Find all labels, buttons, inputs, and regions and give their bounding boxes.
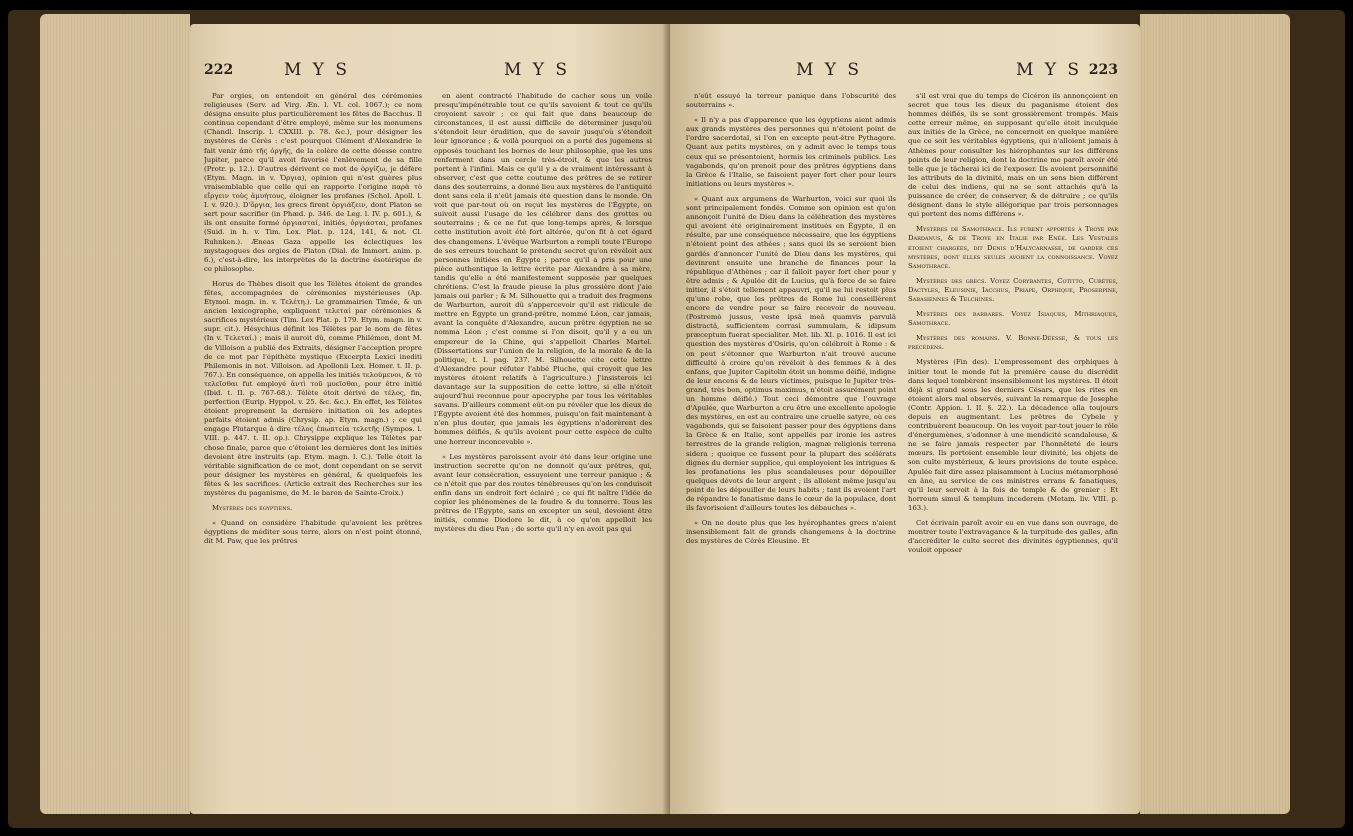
paragraph: Mystères (Fin des). L'empressement des orphiques à initier tout le monde fut la première cause du discrédit dans lequel tombèrent insensiblement les mystères. Il étoit déjà si grand sous les derniers Césars, que les rites en étoient alors mal observés, suivant la remarque de Josephe (Contr. Appion. l. II. §. 22.). La décadence alla toujours depuis en augmentant. Les prêtres de Cybele y contribuèrent beaucoup. On les voyoit par-tout jouer le rôle d'énergumènes, s'adonner à une mendicité scandaleuse, & ne se faire jamais respecter par l'honnêteté de leurs mœurs. Ils portoient ensemble leur divinité, les objets de son culte mystérieux, & leurs provisions de toute espèce. Apulée fait dire assez plaisamment à Lucius métamorphosé en âne, au service de ces ministres errans & fanatiques, qu'il leur servoit à la fois de temple & de grenier : Et horreum simul & templum incederem (Metam. liv. VIII. p. 163.). [908,358,1118,512]
paragraph: Mystères des romains. V. Bonne-Déesse, & tous les précédens. [908,334,1118,352]
paragraph: Horus de Thèbes disoit que les Télètes étoient de grandes fêtes, accompagnées de cérémonies mystérieuses (Ap. Etymol. magn. in. v. Τελέτη.). Le grammairien Timée, & un ancien lexicographe, expliquent τελεταί par cérémonies & sacrifices mystérieux (Tim. Lex Plat. p. 179. Etym. magn. in v. supr. cit.). Hésychius définit les Télètes par le nom de fêtes (In v. Τελεταί.) ; mais il auroit dû, comme Philémon, dont M. de Villoison a publié des Extraits, désigner l'acception propre de ce mot par l'épithète mystique (Excerpta Lexici inediti Philemonis in not. Villoison. ad Apollonii Lex. Homer. t. II. p. 767.). En conséquence, on appella les initiés τελούμενοι, & τὸ τελεῖσθαι fut employé ἀντὶ τοῦ μυεῖσθαι, pour être initié (Ibid. t. II. p. 767-68.). Télète étoit dérivé de τέλος, fin, perfection (Eurip. Hyppol. v. 25. &c. &c.). En effet, les Télètes étoient proprement la dernière initiation où les adeptes parfaits étoient admis (Chrysip. ap. Etym. magn.) ; ce qui engage Plutarque à dire τέλος ἐπωπτεία τελετῆς (Sympos. l. VIII. p. 447. t. II. op.). Chrysippe explique les Télètes par chose finale, parce que c'étoient les dernières dont les initiés devoient être instruits (ap. Etym. magn. l. C.). Telle étoit la véritable signification de ce mot, dont cependant on se servit pour désigner les mystères en général, & quelquefois les fêtes & les sacrifices. (Article extrait des Recherches sur les mystères du paganisme, de M. le baron de Sainte-Croix.) [204,279,422,498]
left-page [190,24,670,814]
text-column [434,92,652,802]
paragraph: « Les mystères paroissent avoir été dans leur origine une instruction secrette qu'on ne donnoit qu'aux prêtres, qui, avant leur consécration, essuyoient une terreur panique ; & ce n'étoit que par des routes ténébreuses qu'on les conduisoit enfin dans un endroit fort éclairé ; ce qui fit naître l'idée de copier les phénomènes de la foudre & du tonnerre. Tous les prêtres de l'Égypte, sans en excepter un seul, devoient être initiés, comme Diodore le dit, à ce qu'on appelloit les mystères du dieu Pan ; de sorte qu'il n'y en avoit pas qui [434,452,652,534]
text-column [204,92,422,802]
paragraph: n'eût essuyé la terreur panique dans l'obscurité des souterrains ». [686,92,896,110]
paragraph: Mystères des grecs. Voyez Corybantes, Cotitto, Curètes, Dactyles, Eleusinie, Iacchus, Priape, Orphique, Proserpine, Sabasiennes & Telchines. [908,276,1118,303]
paragraph: en aient contracté l'habitude de cacher sous un voile presqu'impénétrable tout ce qu'ils savoient & tout ce qu'ils croyoient savoir ; ce qui fait que dans beaucoup de circonstances, il est aussi difficile de déterminer jusqu'où s'étendoit leur érudition, que de savoir jusqu'où s'étendoit leur ignorance ; & voilà pourquoi on a porté des jugemens si opposés touchant les bornes de leur philosophie, que les uns renferment dans un cercle très-étroit, & que les autres portent à l'infini. Mais ce qu'il y a de vraiment intéressant à observer, c'est que cette coutume des prêtres de se retirer dans des souterrains, a donné lieu aux mystères de l'antiquité dont sans cela il n'eût jamais été question dans le monde. On voit que par-tout où on reçut les mystères de l'Égypte, on suivoit aussi l'usage de les célébrer dans des grottes ou souterrains ; & ce ne fut que long-temps après, & lorsque cette institution avoit été fort altérée, qu'on fit à cet égard des changemens. L'évêque Warburton a rempli toute l'Europe de ses erreurs touchant le prétendu secret qu'on révéloit aux personnes initiées en Égypte ; parce qu'il a pris pour une pièce authentique la lettre écrite par Alexandre à sa mère, tandis qu'elle a été manifestement supposée par quelques chrétiens. C'est la fraude pieuse la plus grossière dont j'aie jamais oui parler ; & M. Silhouette qui a traduit des fragmens de Warburton, auroit dû s'appercevoir qu'il est ridicule de mettre en Égypte un grand-prêtre, nommé Léon, car jamais, avant la conquête d'Alexandre, aucun prêtre égyptien ne se nomma Léon ; c'est comme si l'on disoit, qu'il y a eu un empereur de la Chine, qui s'appelloit Charles Martel. (Dissertations sur l'union de la religion, de la morale & de la politique, t. I. pag. 237. M. Silhouette cite cette lettre d'Alexandre pour réfuter l'abbé Pluche, qui croyoit que les mystères étoient relatifs à l'agriculture.) J'insisterois ici davantage sur la supposition de cette lettre, si elle n'étoit aujourd'hui reconnue pour apocryphe par tous les véritables savans. D'ailleurs comment eût-on pu révéler que les dieux de l'Égypte avoient été des hommes, puisqu'on fait maintenant à n'en plus douter, que jamais les égyptiens n'adorèrent des hommes déifiés, & qu'ils avoient pour cette espèce de culte une horreur inconcevable ». [434,92,652,446]
paragraph: « Il n'y a pas d'apparence que les égyptiens aient admis aux grands mystères des personnes qui n'étoient point de l'ordre sacerdotal, si l'on en excepte peut-être Pythagore. Quant aux petits mystères, on y admit avec le temps tous ceux qui se présentoient, hormis les criminels publics. Les vagabonds, qu'on prenoit pour des prêtres égyptiens dans la Grèce & l'Italie, se faisoient payer fort cher pour leurs initiations ou leurs mystères ». [686,116,896,188]
section-heading: Mystères des égyptiens. [212,504,293,513]
right-page-header [686,60,1118,86]
running-head: M Y S [796,60,863,80]
text-column [686,92,896,802]
running-head: M Y S [1016,60,1083,80]
paragraph: « Quand on considère l'habitude qu'avoient les prêtres égyptiens de méditer sous terre, alors on n'est point étonné, dit M. Paw, que les prêtres [204,519,422,546]
paragraph: Cet écrivain paroît avoir eu en vue dans son ouvrage, de montrer toute l'extravagance & la turpitude des galles, afin d'accréditer le culte secret des divinités égyptiennes, qu'il vouloit opposer [908,519,1118,555]
page-number: 223 [1088,62,1118,78]
right-page-edges [1140,14,1290,814]
left-page-header [204,60,652,86]
page-number: 222 [204,62,234,78]
paragraph: « Quant aux argumens de Warburton, voici sur quoi ils sont principalement fondés. Comme son opinion est qu'on annonçoit l'unité de Dieu dans la célébration des mystères qui avoient été originairement institués en Égypte, il en résulte, par une conséquence nécessaire, que les égyptiens n'étoient point des athées ; sans quoi ils se seroient bien gardés d'annoncer l'unité de Dieu dans les mystères, qui devinrent ensuite une branche de finances pour la république d'Athènes ; car il falloit payer fort cher pour y être admis ; & Apulée dit de Lucius, qu'à force de se faire initier, il s'étoit tellement appauvri, qu'il ne lui restoit plus qu'une robe, que les prêtres de Rome lui conseillèrent encore de vendre pour se faire recevoir de nouveau. (Postremò jussus, veste ipsâ meâ quamvis parvulâ distractâ, sufficientem corrasi summulam, & idipsum præceptum fuerat specialiter. Met. lib. XI. p. 1016. Il est ici question des mystères d'Osiris, qu'on célébroit à Rome : & on peut s'étonner que Warburton n'ait trouvé aucune difficulté à croire qu'on révéloit à des femmes & à des enfans, que Jupiter Capitolin étoit un homme déifié, indigne de leur encens & de leurs victimes, puisque le Jupiter très-grand, très bon, optimus maximus, n'étoit assurément point un homme déifié.) Tout ceci démontre que l'ouvrage d'Apulée, que Warburton a cru être une excellente apologie des mystères, en est au contraire une cruelle satyre, où ces vagabonds, qui se faisoient passer pour des égyptiens dans la Grèce & en Italie, sont appellés par ironie les astres terrestres de la grande religion, magnæ religionis terrena sidera ; quoique ce fussent pour la plupart des scélérats dignes du dernier supplice, qui employoient les intrigues & les profanations les plus scandaleuses pour dépouiller quelques dévots de leur argent ; ils alloient même jusqu'au point de les dépouiller de leurs habits ; tant ils avoient l'art de répandre le fanatisme dans le cœur de la populace, dont ils favorisoient d'ailleurs toutes les débauches ». [686,194,896,513]
paragraph: « On ne doute plus que les hyérophantes grecs n'aient insensiblement fait de grands changemens à la doctrine des mystères de Cérès Eleusine. Et [686,519,896,546]
paragraph: Mystères des barbares. Voyez Isiaques, Mithriaques, Samothrace. [908,310,1118,328]
running-head: M Y S [504,60,571,80]
left-page-columns [204,92,652,802]
running-head: M Y S [284,60,351,80]
text-column [908,92,1118,802]
paragraph: Par orgies, on entendoit en général des cérémonies religieuses (Serv. ad Virg. Æn. l. VI. col. 1067.); ce nom désigna ensuite plus particulièrement les fêtes de Bacchus. Il continua cependant d'être employé, même sur les monumens (Chandl. Inscrip. l. CXXIII. p. 78. &c.), pour désigner les mystères de Cérès : c'est pourquoi Clément d'Alexandrie le fait venir ἀπὸ τῆς ὀργῆς, de la colère de cette déesse contre Jupiter, parce qu'il avoit favorisé l'enlèvement de sa fille (Protr. p. 12.). D'autres dérivent ce mot de ὀργίζω, je défère (Etym. Magn. in v. Ὄργια), opinion qui n'est guères plus vraisemblable que celle qui en rapporte l'origine παρὰ τὸ εἴργειν τοὺς ἀμυήτους, éloigner les profanes (Schol. Apoll. l. I. v. 920.). D'ὄργια, les grecs firent ὀργιάζειν, dont Platon se sert pour sacrifier (in Phæd. p. 346. de Leg. l. IV. p. 601.), & ils ont ensuite formé ὀργιασταί, initiés, ὀργιάσται, profanes (Suid. in h. v. Tim. Lex. Plat. p. 124, 141, & not. Cl. Ruhnken.). Æneas Gaza appelle les éclectiques les mystagogues des orgies de Platon (Dial. de Immort. anim. p. 6.), c'est-à-dire, les interprètes de la doctrine ésotérique de ce philosophe. [204,92,422,273]
paragraph: Mystères de Samothrace. Ils furent apportés à Troye par Dardanus, & de Troye en Italie par Enée. Les Vestales étoient chargées, dit Denis d'Halycarnasse, de garder ces mystères, dont elles seules avoient la connoissance. Voyez Samothrace. [908,225,1118,270]
left-page-edges [40,14,190,814]
paragraph: s'il est vrai que du temps de Cicéron ils annonçoient en secret que tous les dieux du paganisme étoient des hommes déifiés, ils se sont grossièrement trompés. Mais cette erreur même, en supposant qu'elle étoit inculquée aux initiés de la Grèce, ne concernoit en quelque manière que ce soit les véritables égyptiens, qui n'alloient jamais à Athènes pour consulter les hiérophantes sur les différens points de leur religion, dont la doctrine me paroît avoir été telle que je tâcherai ici de l'exposer. Ils avoient personnifié les attributs de la divinité, mais en un sens bien différent de celui des indiens, qui ne se sont attachés qu'à la puissance de créer, de conserver, & de détruire ; ce qu'ils désignent dans le style allégorique par trois personnages qui portent des noms différens ». [908,92,1118,219]
right-page-columns [686,92,1118,802]
right-page [670,24,1140,814]
